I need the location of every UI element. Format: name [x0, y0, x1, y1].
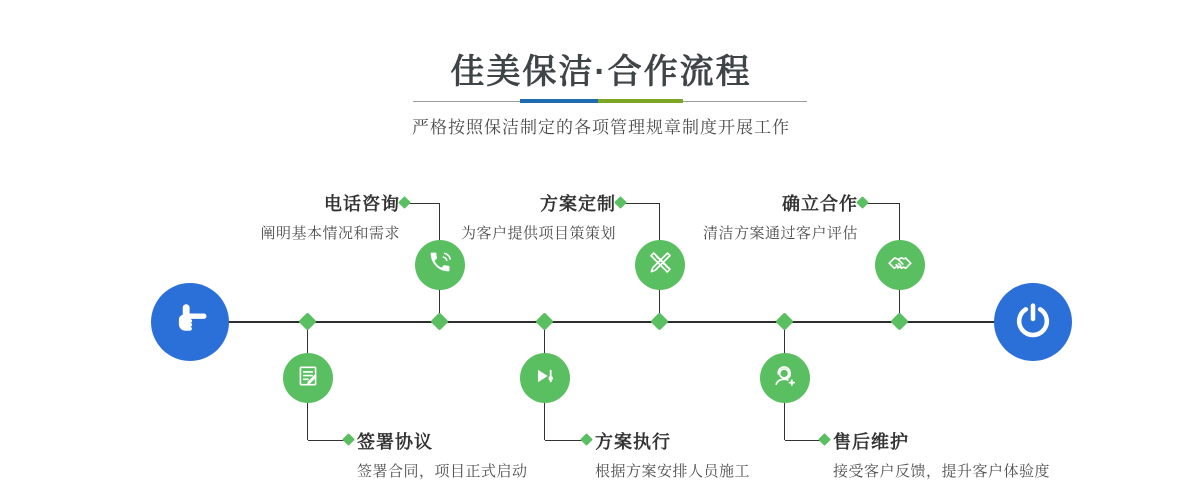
step-title: 电话咨询	[324, 194, 400, 214]
start-node	[151, 283, 229, 361]
step-callout-execute	[595, 428, 750, 481]
step-callout-plan	[461, 190, 616, 243]
step-desc: 根据方案安排人员施工	[595, 463, 751, 480]
headset-plus-icon	[772, 362, 799, 394]
step-title: 方案执行	[595, 432, 671, 452]
handshake-icon	[886, 249, 914, 282]
connector-stub	[545, 440, 582, 441]
step-callout-aftersale	[833, 428, 1050, 481]
divider-accent	[520, 99, 683, 103]
step-icon-circle	[760, 353, 810, 403]
junction-diamond	[535, 312, 553, 330]
step-callout-sign	[357, 428, 528, 481]
phone-icon	[427, 249, 454, 281]
label-diamond	[398, 196, 411, 209]
step-callout-cooperate	[703, 190, 858, 243]
connector-stub	[308, 440, 344, 441]
step-desc: 接受客户反馈，提升客户体验度	[833, 463, 1051, 480]
step-title: 签署协议	[357, 432, 433, 452]
step-icon-circle	[415, 240, 465, 290]
power-icon	[1012, 299, 1054, 346]
step-callout-phone	[260, 190, 400, 243]
junction-diamond	[890, 312, 908, 330]
document-pen-icon	[295, 363, 321, 394]
divider-accent-green	[598, 99, 683, 103]
label-diamond	[580, 433, 593, 446]
junction-diamond	[298, 312, 316, 330]
step-title: 售后维护	[833, 432, 909, 452]
divider-accent-blue	[520, 99, 598, 103]
step-icon-circle	[635, 240, 685, 290]
step-desc: 清洁方案通过客户评估	[702, 225, 858, 242]
label-diamond	[856, 196, 869, 209]
step-icon-circle	[520, 353, 570, 403]
label-diamond	[342, 433, 355, 446]
junction-diamond	[430, 312, 448, 330]
page-title: 佳美保洁·合作流程	[450, 53, 752, 91]
step-title: 方案定制	[540, 194, 616, 214]
step-icon-circle	[875, 240, 925, 290]
connector-stub	[621, 203, 660, 204]
pointing-hand-icon	[167, 297, 213, 348]
page-subtitle: 严格按照保洁制定的各项管理规章制度开展工作	[412, 118, 790, 137]
label-diamond	[614, 196, 627, 209]
connector-stub	[405, 203, 440, 204]
end-node	[994, 283, 1072, 361]
step-desc: 阐明基本情况和需求	[260, 225, 400, 242]
step-desc: 签署合同，项目正式启动	[357, 463, 528, 480]
connector-stub	[863, 203, 900, 204]
connector-stub	[785, 440, 820, 441]
junction-diamond	[775, 312, 793, 330]
step-title: 确立合作	[782, 194, 858, 214]
step-desc: 为客户提供项目策策划	[460, 225, 616, 242]
label-diamond	[818, 433, 831, 446]
pencil-ruler-icon	[647, 249, 674, 281]
play-slider-icon	[532, 363, 558, 394]
junction-diamond	[650, 312, 668, 330]
step-icon-circle	[283, 353, 333, 403]
